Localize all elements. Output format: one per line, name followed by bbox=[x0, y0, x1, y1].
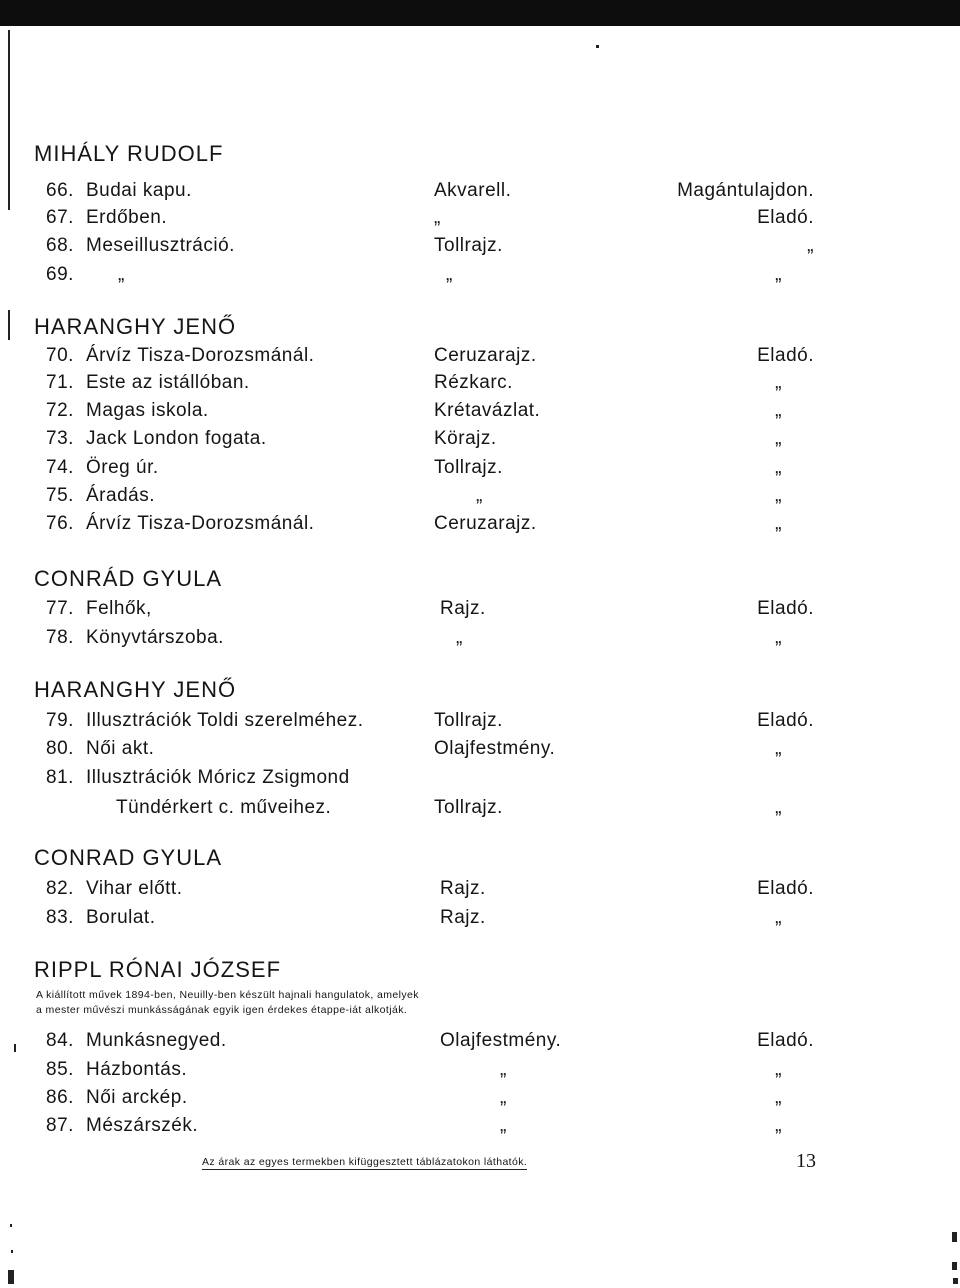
entry-title: Borulat. bbox=[86, 907, 156, 928]
entry-medium: „ bbox=[500, 1087, 507, 1108]
entry-status: „ bbox=[775, 797, 782, 818]
entry-medium: „ bbox=[434, 207, 441, 228]
entry-status: „ bbox=[775, 1115, 782, 1136]
entry-number: 74. bbox=[46, 457, 74, 478]
scan-speck bbox=[10, 1224, 12, 1227]
entry-medium: Olajfestmény. bbox=[434, 738, 556, 759]
entry-medium: „ bbox=[476, 485, 483, 506]
entry-title: Jack London fogata. bbox=[86, 428, 267, 449]
scan-speck bbox=[952, 1262, 957, 1270]
entry-number: 72. bbox=[46, 400, 74, 421]
catalogue-entry bbox=[0, 1115, 960, 1141]
entry-status: „ bbox=[775, 400, 782, 421]
entry-number: 66. bbox=[46, 180, 74, 201]
scan-speck bbox=[14, 1044, 16, 1052]
entry-number: 70. bbox=[46, 345, 74, 366]
entry-number: 68. bbox=[46, 235, 74, 256]
entry-number: 81. bbox=[46, 767, 74, 788]
catalogue-entry bbox=[0, 235, 960, 261]
catalogue-entry bbox=[0, 264, 960, 290]
catalogue-entry bbox=[0, 878, 960, 904]
entry-number: 86. bbox=[46, 1087, 74, 1108]
entry-title: Magas iskola. bbox=[86, 400, 209, 421]
entry-medium: Olajfestmény. bbox=[440, 1030, 562, 1051]
catalogue-entry bbox=[0, 345, 960, 371]
catalogue-entry bbox=[0, 627, 960, 653]
entry-medium: „ bbox=[456, 627, 463, 648]
entry-medium: „ bbox=[500, 1059, 507, 1080]
entry-number: 77. bbox=[46, 598, 74, 619]
scan-speck bbox=[953, 1278, 958, 1284]
entry-medium: Tollrajz. bbox=[434, 457, 503, 478]
catalogue-entry bbox=[0, 485, 960, 511]
entry-title: Áradás. bbox=[86, 485, 155, 506]
catalogue-entry bbox=[0, 907, 960, 933]
entry-medium: Körajz. bbox=[434, 428, 497, 449]
entry-status: „ bbox=[775, 485, 782, 506]
entry-number: 85. bbox=[46, 1059, 74, 1080]
artist-header: CONRAD GYULA bbox=[34, 845, 223, 870]
entry-number: 76. bbox=[46, 513, 74, 534]
catalogue-entry bbox=[0, 1030, 960, 1056]
entry-number: 83. bbox=[46, 907, 74, 928]
entry-number: 75. bbox=[46, 485, 74, 506]
entry-status: Magántulajdon. bbox=[677, 180, 814, 201]
page-number: 13 bbox=[796, 1150, 816, 1172]
entry-number: 87. bbox=[46, 1115, 74, 1136]
section-note: a mester művészi munkásságának egyik igen érdekes étappe-iát alkotják. bbox=[36, 1004, 408, 1016]
entry-medium: „ bbox=[500, 1115, 507, 1136]
scan-speck bbox=[952, 1232, 957, 1242]
section-note: A kiállított művek 1894-ben, Neuilly-ben készült hajnali hangulatok, amelyek bbox=[36, 989, 419, 1001]
entry-title: Női arckép. bbox=[86, 1087, 188, 1108]
entry-title: Női akt. bbox=[86, 738, 155, 759]
catalogue-entry-continued bbox=[0, 797, 960, 823]
catalogue-entry bbox=[0, 428, 960, 454]
entry-status: „ bbox=[775, 428, 782, 449]
scan-speck bbox=[11, 1250, 13, 1253]
entry-title: Házbontás. bbox=[86, 1059, 188, 1080]
entry-medium: Ceruzarajz. bbox=[434, 513, 537, 534]
entry-medium: Rajz. bbox=[440, 907, 486, 928]
entry-status: Eladó. bbox=[757, 1030, 814, 1051]
entry-number: 78. bbox=[46, 627, 74, 648]
entry-medium: „ bbox=[446, 264, 453, 285]
entry-medium: Rézkarc. bbox=[434, 372, 513, 393]
entry-status: „ bbox=[807, 235, 814, 256]
entry-medium: Tollrajz. bbox=[434, 235, 503, 256]
entry-title: Budai kapu. bbox=[86, 180, 192, 201]
entry-status: Eladó. bbox=[757, 710, 814, 731]
catalogue-entry bbox=[0, 513, 960, 539]
entry-medium: Akvarell. bbox=[434, 180, 512, 201]
entry-title: Mészárszék. bbox=[86, 1115, 199, 1136]
catalogue-entry bbox=[0, 207, 960, 233]
catalogue-entry bbox=[0, 400, 960, 426]
artist-header: HARANGHY JENŐ bbox=[34, 677, 237, 702]
entry-status: Eladó. bbox=[757, 598, 814, 619]
entry-medium: Rajz. bbox=[440, 598, 486, 619]
entry-medium: Krétavázlat. bbox=[434, 400, 541, 421]
entry-title: Árvíz Tisza-Dorozsmánál. bbox=[86, 345, 315, 366]
artist-header: HARANGHY JENŐ bbox=[34, 314, 237, 339]
entry-title: Tündérkert c. műveihez. bbox=[116, 797, 332, 818]
entry-status: „ bbox=[775, 372, 782, 393]
catalogue-entry bbox=[0, 738, 960, 764]
artist-header: RIPPL RÓNAI JÓZSEF bbox=[34, 957, 282, 982]
catalogue-entry bbox=[0, 598, 960, 624]
artist-header: MIHÁLY RUDOLF bbox=[34, 141, 224, 166]
entry-status: Eladó. bbox=[757, 878, 814, 899]
entry-title: Munkásnegyed. bbox=[86, 1030, 227, 1051]
entry-number: 84. bbox=[46, 1030, 74, 1051]
entry-status: „ bbox=[775, 907, 782, 928]
entry-title: Árvíz Tisza-Dorozsmánál. bbox=[86, 513, 315, 534]
entry-number: 79. bbox=[46, 710, 74, 731]
entry-number: 82. bbox=[46, 878, 74, 899]
catalogue-entry bbox=[0, 457, 960, 483]
entry-status: Eladó. bbox=[757, 345, 814, 366]
footer-note: Az árak az egyes termekben kifüggesztett táblázatokon láthatók. bbox=[202, 1156, 528, 1168]
catalogue-entry bbox=[0, 767, 960, 793]
entry-title: Könyvtárszoba. bbox=[86, 627, 224, 648]
entry-status: „ bbox=[775, 264, 782, 285]
entry-status: „ bbox=[775, 513, 782, 534]
entry-status: „ bbox=[775, 738, 782, 759]
artist-header: CONRÁD GYULA bbox=[34, 566, 223, 591]
entry-title: Erdőben. bbox=[86, 207, 168, 228]
entry-title: „ bbox=[118, 264, 125, 285]
entry-status: „ bbox=[775, 627, 782, 648]
entry-title: Illusztrációk Móricz Zsigmond bbox=[86, 767, 350, 788]
entry-number: 67. bbox=[46, 207, 74, 228]
entry-medium: Rajz. bbox=[440, 878, 486, 899]
entry-number: 73. bbox=[46, 428, 74, 449]
catalogue-entry bbox=[0, 180, 960, 206]
entry-medium: Ceruzarajz. bbox=[434, 345, 537, 366]
entry-title: Este az istállóban. bbox=[86, 372, 250, 393]
catalogue-entry bbox=[0, 1087, 960, 1113]
entry-status: Eladó. bbox=[757, 207, 814, 228]
entry-number: 69. bbox=[46, 264, 74, 285]
entry-title: Felhők, bbox=[86, 598, 152, 619]
entry-title: Illusztrációk Toldi szerelméhez. bbox=[86, 710, 364, 731]
entry-title: Vihar előtt. bbox=[86, 878, 183, 899]
entry-status: „ bbox=[775, 1059, 782, 1080]
catalogue-entry bbox=[0, 710, 960, 736]
entry-medium: Tollrajz. bbox=[434, 797, 503, 818]
entry-number: 71. bbox=[46, 372, 74, 393]
entry-status: „ bbox=[775, 1087, 782, 1108]
scan-speck bbox=[596, 45, 599, 48]
entry-title: Öreg úr. bbox=[86, 457, 159, 478]
catalogue-entry bbox=[0, 372, 960, 398]
scan-speck bbox=[8, 1270, 14, 1284]
entry-medium: Tollrajz. bbox=[434, 710, 503, 731]
entry-status: „ bbox=[775, 457, 782, 478]
entry-number: 80. bbox=[46, 738, 74, 759]
catalogue-entry bbox=[0, 1059, 960, 1085]
entry-title: Meseillusztráció. bbox=[86, 235, 235, 256]
